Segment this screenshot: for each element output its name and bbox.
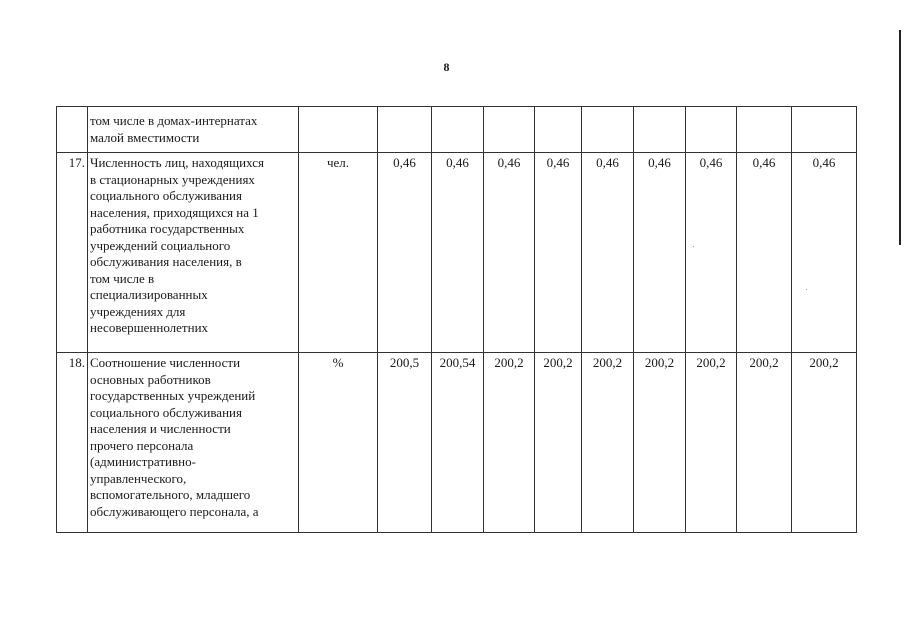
value-cell: 0,46 (432, 153, 484, 353)
description-line: том числе в (90, 270, 155, 286)
row-unit: чел. (299, 153, 378, 353)
description-line: основных работников (90, 371, 211, 387)
value-cell: 200,2 (484, 353, 535, 533)
description-line: несовершеннолетних (90, 320, 209, 335)
value-cell: 0,46 (737, 153, 792, 353)
value-cell (484, 107, 535, 153)
description-line: учреждениях для (90, 303, 186, 319)
scan-speck (806, 289, 807, 290)
row-unit (299, 107, 378, 153)
row-number: 18. (57, 353, 88, 533)
value-cell: 200,2 (535, 353, 582, 533)
value-cell: 200,54 (432, 353, 484, 533)
value-cell: 0,46 (792, 153, 857, 353)
table-row (57, 353, 857, 533)
value-cell: 0,46 (686, 153, 737, 353)
description-line: прочего персонала (90, 437, 194, 453)
description-line: социального обслуживания (90, 404, 242, 420)
value-cell (686, 107, 737, 153)
indicator-table (56, 106, 857, 533)
value-cell: 200,2 (792, 353, 857, 533)
row-number: 17. (57, 153, 88, 353)
description-line: учреждений социального (90, 237, 231, 253)
description-line: специализированных (90, 287, 208, 302)
table-row (57, 107, 857, 153)
description-line: обслуживающего персонала, а (90, 503, 259, 519)
value-cell: 0,46 (378, 153, 432, 353)
value-cell (634, 107, 686, 153)
description-line: населения и численности (90, 421, 231, 436)
description-line: населения, приходящихся на 1 (90, 204, 259, 220)
page-number: 8 (443, 60, 450, 74)
value-cell (432, 107, 484, 153)
table-row (57, 153, 857, 353)
description-line: в стационарных учреждениях (90, 171, 255, 187)
value-cell (582, 107, 634, 153)
description-line: социального обслуживания (90, 188, 242, 203)
description-line: Численность лиц, находящихся (90, 155, 264, 170)
scan-edge-mark (899, 30, 901, 245)
value-cell: 200,2 (737, 353, 792, 533)
row-number (57, 107, 88, 153)
row-description (88, 107, 299, 153)
row-description (88, 353, 299, 533)
row-description (88, 153, 299, 353)
value-cell (737, 107, 792, 153)
description-line: управленческого, (90, 470, 187, 486)
value-cell: 200,5 (378, 353, 432, 533)
value-cell: 0,46 (582, 153, 634, 353)
scan-speck (693, 246, 694, 247)
description-line: вспомогательного, младшего (90, 487, 251, 502)
value-cell (378, 107, 432, 153)
description-line: обслуживания населения, в (90, 254, 242, 269)
value-cell: 0,46 (634, 153, 686, 353)
description-line: Соотношение численности (90, 355, 241, 370)
value-cell: 200,2 (582, 353, 634, 533)
description-line: том числе в домах-интернатах (90, 113, 258, 128)
description-line: государственных учреждений (90, 388, 256, 403)
description-line: малой вместимости (90, 129, 200, 145)
value-cell: 200,2 (634, 353, 686, 533)
value-cell (535, 107, 582, 153)
description-line: (административно- (90, 454, 196, 469)
row-unit: % (299, 353, 378, 533)
value-cell: 0,46 (484, 153, 535, 353)
description-line: работника государственных (90, 221, 245, 236)
value-cell (792, 107, 857, 153)
value-cell: 200,2 (686, 353, 737, 533)
value-cell: 0,46 (535, 153, 582, 353)
